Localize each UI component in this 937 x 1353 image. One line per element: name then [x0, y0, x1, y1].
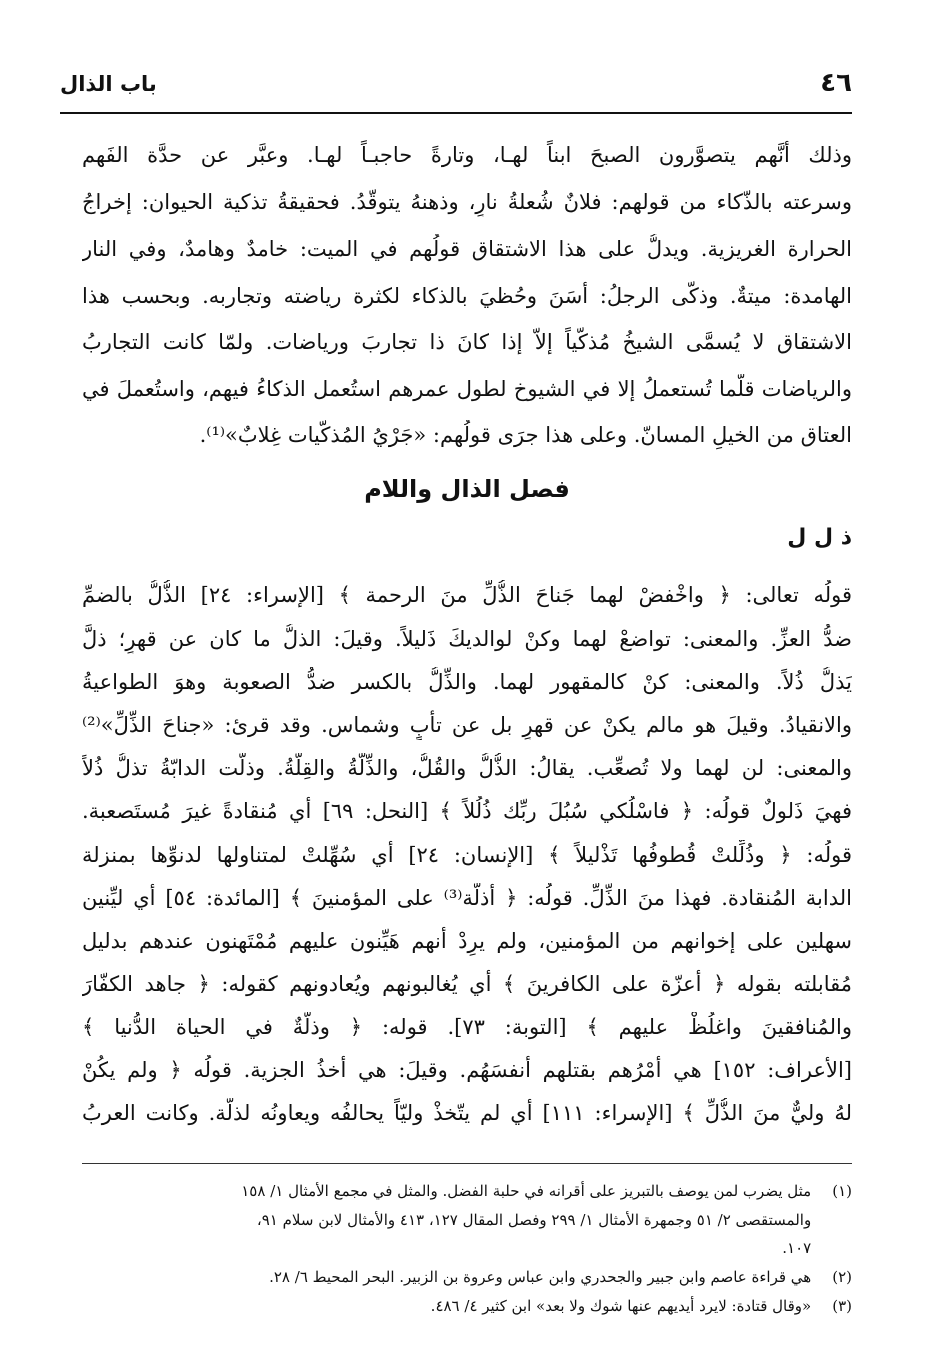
body-line: والرياضات قلَّما تُستعملُ إلا في الشيوخ لطول عمرهم استُعمل الذكاءُ فيهم، واستُعملَ في: [82, 377, 852, 401]
header-rule: [60, 112, 852, 114]
body-line: الهامدة: ميتةٌ. وذكّى الرجلُ: أسَنَ وحُظيَ بالذكاء لكثرة رياضته وتجاربه. وبحسب هذا: [82, 284, 852, 308]
footnote-text: هي قراءة عاصم وابن جبير والجحدري وابن عباس وعروة بن الزبير. البحر المحيط ٦/ ٢٨.: [269, 1268, 812, 1286]
footnote-text: ١٠٧.: [782, 1239, 812, 1257]
body-line: والمُنافقينَ واغلُظْ عليهم ﴾ [التوبة: ٧٣]. قوله: ﴿ وذلّةٌ في الحياة الدُّنيا ﴾: [82, 1015, 852, 1039]
section-heading: فصل الذال واللام: [364, 475, 570, 503]
body-line: سهلين على إخوانهم من المؤمنين، ولم يرِدْ أنهم هَيِّنون عليهم مُمْتَهنون عندهم بدليل: [82, 929, 852, 953]
footnote-number: (١): [832, 1182, 852, 1200]
body-line: فهيَ ذَلولٌ قولُه: ﴿ فاسْلُكي سُبُلَ ربِّك ذُلُلاً ﴾ [النحل: ٦٩] أي مُنقادةً غيرَ مُستَصعبة.: [82, 799, 852, 823]
body-line: ضدُّ العزِّ. والمعنى: تواضعْ لهما وكنْ لوالديكَ ذَليلاً. وقيلَ: الذلُّ ما كان عن قهرٍ؛ ذلَّ: [82, 627, 852, 651]
footnote-1-continued: [82, 1237, 852, 1259]
footnote-rule: [82, 1163, 852, 1164]
body-line: الحرارة الغريزية. ويدلُّ على هذا الاشتقاق قولُهم في الميت: خامدٌ وهامدٌ، وفي النار: [82, 237, 852, 261]
body-line: وذلك أنَّهم يتصوَّرون الصبحَ ابناً لهـا، وتارةً حاجبـاً لهـا. وعبَّر عن حدَّة الفَهم: [82, 143, 852, 167]
body-line: الدابة المُنقادة. فهذا منَ الذِّلِّ. قولُه: ﴿ أذلّة⁽³⁾ على المؤمنينَ ﴾ [المائدة: ٥٤] أي ليِّنين: [82, 886, 852, 910]
footnote-text: والمستقصى ٢/ ٥١ وجمهرة الأمثال ١/ ٢٩٩ وفصل المقال ١٢٧، ٤١٣ والأمثال لابن سلام ٩١،: [256, 1211, 812, 1229]
body-line: والمعنى: لن لهما ولا تُصعِّب. يقالُ: الذُّلُّ والقُلُّ، والذِّلّةُ والقِلّةُ. وذلّت الدابّةُ تذلُّ ذُلاً: [82, 756, 852, 780]
running-title: باب الذال: [60, 72, 157, 96]
footnote-number: (٣): [832, 1297, 852, 1315]
body-line: لهُ وليٌّ منَ الذُّلِّ ﴾ [الإسراء: ١١١] أي لم يتّخذْ وليّاً يحالفُه ويعاونُه لذلّة. وكانت العربُ: [82, 1101, 852, 1125]
body-line: العتاق من الخيلِ المسانّ. وعلى هذا جرَى قولُهم: «جَرْيُ المُذكّيات غِلابٌ»⁽¹⁾.: [199, 423, 852, 447]
footnote-number: (٢): [832, 1268, 852, 1286]
body-line: يَذلُّ ذُلاً. والمعنى: كنْ كالمقهور لهما. والذِّلُّ بالكسر ضدُّ الصعوبة وهوَ الطواعيةُ: [82, 670, 852, 694]
footnote-text: مثل يضرب لمن يوصف بالتبريز على أقرانه في حلبة الفضل. والمثل في مجمع الأمثال ١/ ١٥٨: [241, 1182, 812, 1200]
footnote-2: [82, 1266, 852, 1288]
body-line: والانقيادُ. وقيلَ هو مالم يكنْ عن قهرٍ بل عن تأبٍ وشماس. وقد قرئ: «جناحَ الذِّلِّ»⁽²⁾: [82, 713, 852, 737]
body-line: قولُه تعالى: ﴿ واخْفضْ لهما جَناحَ الذُّلِّ منَ الرحمة ﴾ [الإسراء: ٢٤] الذُّلُّ بالضمِّ: [82, 583, 852, 607]
footnote-text: «وقال قتادة: لايرد أيديهم عنها شوك ولا بعد» ابن كثير ٤/ ٤٨٦.: [430, 1297, 812, 1315]
body-line: مُقابلته بقوله ﴿ أعزّة على الكافرينَ ﴾ أي يُغالبونهم ويُعادونهم كقوله: ﴿ جاهد الكفّارَ: [82, 972, 852, 996]
page-number: ٤٦: [820, 68, 852, 98]
body-line: قولُه: ﴿ وذُلِّلتْ قُطوفُها تَذْليلاً ﴾ [الإنسان: ٢٤] أي سُهِّلتْ لمتناولها لدنوِّها بمنزلة: [82, 843, 852, 867]
footnote-1-continued: [82, 1209, 852, 1231]
footnote-3: [82, 1295, 852, 1317]
body-line: الاشتقاق لا يُسمَّى الشيخُ مُذكّياً إلاّ إذا كانَ ذا تجاربَ ورياضات. ولمّا كانت التجاربُ: [82, 330, 852, 354]
footnote-1: [82, 1180, 852, 1202]
root-heading: ذ ل ل: [787, 525, 852, 550]
page-header: [60, 68, 852, 102]
body-line: [الأعراف: ١٥٢] هي أمْرُهم بقتلهم أنفسَهُم. وقيلَ: هي أخذُ الجزية. قولُه ﴿ ولم يكُنْ: [82, 1058, 852, 1082]
body-line: وسرعته بالذّكاء من قولهم: فلانٌ شُعلةُ نارٍ، وذهنهُ يتوقّدُ. فحقيقةُ تذكية الحيوان: إخراجُ: [82, 190, 852, 214]
